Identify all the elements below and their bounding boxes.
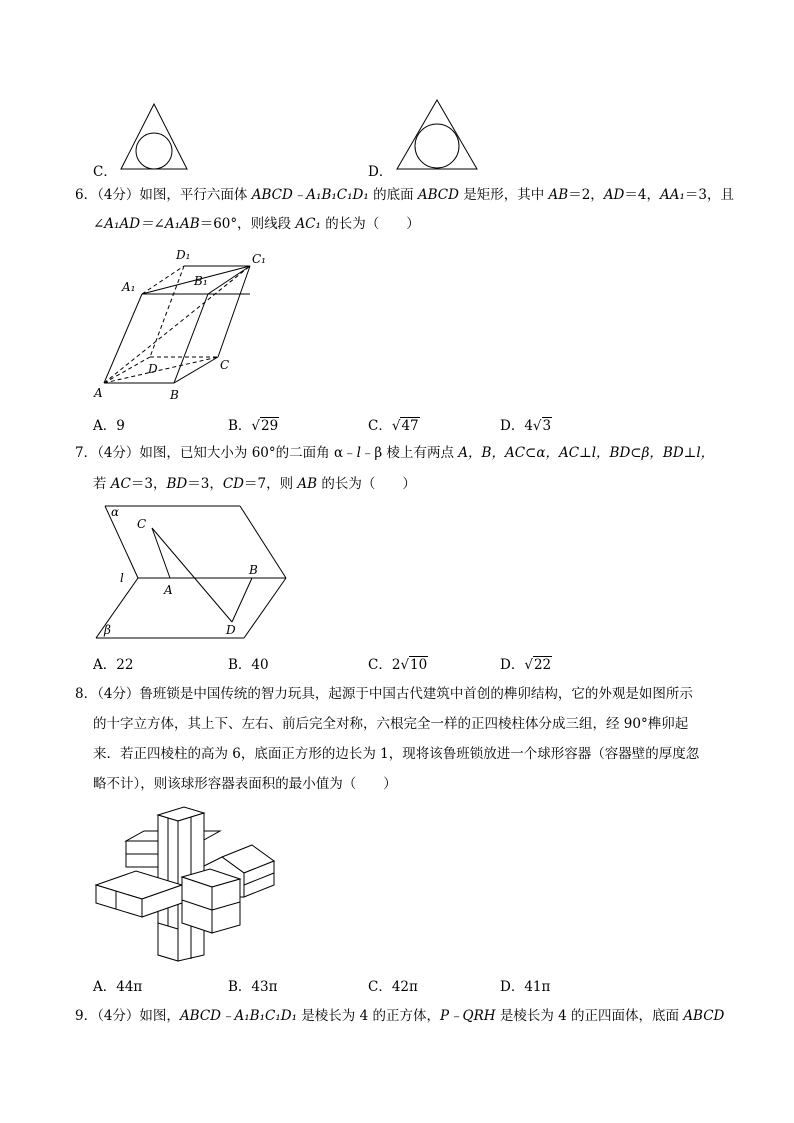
q7-label-l: l xyxy=(120,571,124,585)
q6-option-a-value: 9 xyxy=(116,418,125,434)
q7-option-d-radicand: 22 xyxy=(533,657,552,673)
q6-var-ab: AB xyxy=(548,187,569,203)
q6-label-d1: D₁ xyxy=(176,248,191,262)
q8-option-a-value: 44π xyxy=(116,979,143,995)
q7-option-b-value: 40 xyxy=(251,657,269,673)
q7-option-a-label: A． xyxy=(93,657,117,673)
q8-option-b-value: 43π xyxy=(251,979,278,995)
q6-option-d[interactable]: D．4√3 xyxy=(500,418,552,434)
q7-stem-line2 xyxy=(93,474,416,494)
q7-text: 的长为（ ） xyxy=(317,476,416,492)
q7-label-c: C xyxy=(137,517,147,531)
q7-label-a: A xyxy=(164,583,173,597)
q6-option-b-label: B． xyxy=(228,418,252,434)
q6-solid-name: ABCD﹣A₁B₁C₁D₁ xyxy=(251,187,369,203)
q7-option-b-label: B． xyxy=(228,657,252,673)
q9-text: 是棱长为 4 的正方体， xyxy=(296,1008,440,1024)
q7-stem-line1 xyxy=(75,443,714,463)
q7-option-c[interactable]: C．2√10 xyxy=(368,657,428,673)
q6-parallelepiped-figure xyxy=(90,245,280,405)
q7-label-beta: β xyxy=(104,623,111,637)
q7-var-cd: CD xyxy=(222,476,244,492)
q6-text: 的长为（ ） xyxy=(320,216,420,232)
q6-label-b1: B₁ xyxy=(194,274,208,288)
q6-text: ＝60°，则线段 xyxy=(199,216,296,232)
q6-option-c-label: C． xyxy=(368,418,392,434)
q9-stem-line1 xyxy=(75,1006,724,1026)
q8-option-b-label: B． xyxy=(228,979,252,995)
q5-option-d-label: D． xyxy=(368,164,393,180)
q7-text: ﹣β 棱上有两点 xyxy=(360,445,459,461)
q8-option-c[interactable] xyxy=(368,975,418,995)
q7-edge-l: l xyxy=(356,445,361,461)
q6-option-d-coef: 4 xyxy=(524,418,533,434)
q8-option-d[interactable] xyxy=(500,975,550,995)
q6-text: 是矩形，其中 xyxy=(458,187,549,203)
q7-option-c-coef: 2 xyxy=(391,657,401,673)
q6-label-b: B xyxy=(170,388,179,402)
q8-option-b[interactable] xyxy=(228,975,277,995)
q9-text: 9．（4分）如图， xyxy=(75,1008,180,1024)
q7-text: ＝7，则 xyxy=(243,476,298,492)
q6-text: ＝3，且 xyxy=(684,187,734,203)
q6-var-ac1: AC₁ xyxy=(295,216,321,232)
q7-text: 若 xyxy=(93,476,111,492)
q8-luban-lock-figure xyxy=(92,805,282,965)
q6-var-aa1: AA₁ xyxy=(659,187,685,203)
q7-var-ab: AB xyxy=(297,476,318,492)
q9-tetra-name: P﹣QRH xyxy=(439,1008,496,1024)
q6-base-name: ABCD xyxy=(417,187,459,203)
q6-stem-line1 xyxy=(75,185,734,205)
q5-option-c-label: C． xyxy=(93,164,117,180)
q6-text: ＝4， xyxy=(624,187,660,203)
q8-option-a-label: A． xyxy=(93,979,117,995)
q6-label-a1: A₁ xyxy=(122,280,136,294)
q7-label-d: D xyxy=(226,623,236,637)
q6-option-c[interactable]: C．√47 xyxy=(368,418,419,434)
q6-option-c-radicand: 47 xyxy=(401,418,419,434)
q8-stem-line2: 的十字立方体，其上下、左右、前后完全对称，六根完全一样的正四棱柱体分成三组，经 90°榫卯起 xyxy=(93,716,689,732)
q6-option-a-label: A． xyxy=(93,418,117,434)
q7-option-c-label: C． xyxy=(368,657,392,673)
q7-option-a[interactable] xyxy=(93,653,133,673)
q6-text: 6．（4分）如图，平行六面体 xyxy=(75,187,252,203)
q5-option-d-figure xyxy=(396,99,478,171)
q6-text: 的底面 xyxy=(368,187,418,203)
q6-label-c1: C₁ xyxy=(252,252,266,266)
q6-option-b[interactable]: B．√29 xyxy=(228,418,279,434)
q6-label-a: A xyxy=(94,386,103,400)
q6-option-d-radicand: 3 xyxy=(542,418,552,434)
q7-label-alpha: α xyxy=(111,505,120,519)
q8-option-c-value: 42π xyxy=(391,979,418,995)
q7-text: 7．（4分）如图，已知大小为 60°的二面角 α﹣ xyxy=(75,445,357,461)
q9-base-name: ABCD xyxy=(683,1008,725,1024)
q7-option-c-radicand: 10 xyxy=(410,657,428,673)
q7-text: ＝3， xyxy=(187,476,223,492)
q7-option-b[interactable] xyxy=(228,653,269,673)
q6-stem-line2 xyxy=(93,214,420,234)
q5-option-c-figure xyxy=(118,103,190,171)
q6-angle-condition: ∠A₁AD＝∠A₁AB xyxy=(93,216,200,232)
q8-option-d-label: D． xyxy=(500,979,525,995)
q7-option-a-value: 22 xyxy=(116,657,134,673)
q6-var-ad: AD xyxy=(603,187,625,203)
q9-text: 是棱长为 4 的正四面体，底面 xyxy=(495,1008,684,1024)
q7-option-d[interactable]: D．√22 xyxy=(500,657,552,673)
q6-option-d-label: D． xyxy=(500,418,525,434)
q7-dihedral-figure xyxy=(92,502,292,642)
q6-label-d: D xyxy=(148,362,158,376)
q6-text: ＝2， xyxy=(568,187,604,203)
q7-label-b: B xyxy=(249,563,258,577)
q6-option-a[interactable] xyxy=(93,414,125,434)
q8-option-d-value: 41π xyxy=(524,979,551,995)
q8-option-c-label: C． xyxy=(368,979,392,995)
q8-stem-line3: 来．若正四棱柱的高为 6，底面正方形的边长为 1，现将该鲁班锁放进一个球形容器（容器壁的厚度忽 xyxy=(93,746,700,762)
q9-cube-name: ABCD﹣A₁B₁C₁D₁ xyxy=(179,1008,297,1024)
q7-var-ac: AC xyxy=(110,476,131,492)
q7-conditions: A，B，AC⊂α，AC⊥l，BD⊂β，BD⊥l， xyxy=(458,445,715,461)
q7-option-d-label: D． xyxy=(500,657,525,673)
q8-stem-line1: 8．（4分）鲁班锁是中国传统的智力玩具，起源于中国古代建筑中首创的榫卯结构，它的外观是如图所示 xyxy=(75,686,693,702)
q8-option-a[interactable] xyxy=(93,975,142,995)
q6-label-c: C xyxy=(220,358,230,372)
q7-var-bd: BD xyxy=(166,476,188,492)
q8-stem-line4: 略不计），则该球形容器表面积的最小值为（ ） xyxy=(93,776,397,792)
q7-text: ＝3， xyxy=(130,476,167,492)
q6-option-b-radicand: 29 xyxy=(261,418,279,434)
